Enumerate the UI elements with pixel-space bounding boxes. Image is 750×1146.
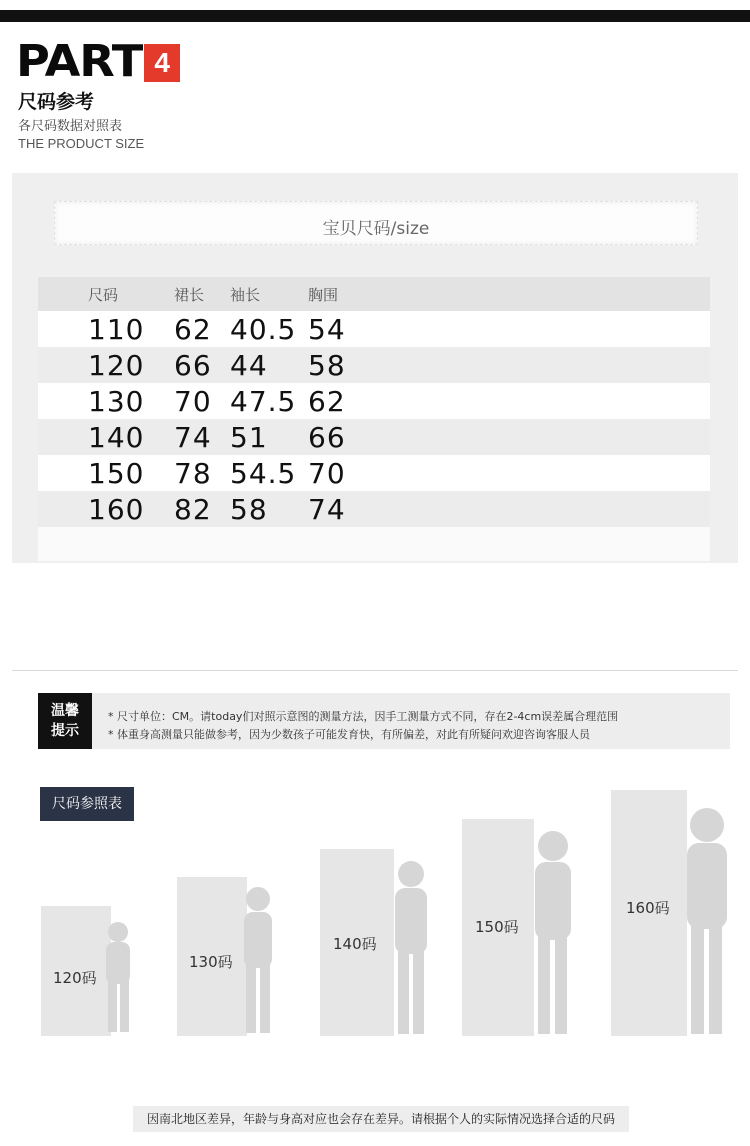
table-cell: 160 [88,492,145,526]
notice-tag-line: 温馨 [51,703,79,719]
child-silhouette-icon [525,828,579,1036]
table-row-empty [38,527,710,561]
table-row [38,455,710,491]
table-cell: 150 [88,456,145,490]
notice-tag [38,693,92,749]
size-reference-tag: 尺码参照表 [40,787,134,821]
child-silhouette-icon [385,858,435,1036]
top-bar [0,10,750,22]
part-number-badge: 4 [144,44,180,82]
child-silhouette-icon [677,805,735,1036]
table-cell: 47.5 [230,384,297,418]
table-cell: 120 [88,348,145,382]
table-cell: 78 [174,456,212,490]
height-label: 140码 [333,935,377,953]
table-cell: 140 [88,420,145,454]
table-cell: 62 [174,312,212,346]
height-label: 160码 [626,899,670,917]
column-header: 裙长 [174,285,205,304]
column-header: 胸围 [308,285,339,304]
size-chart-panel [12,173,738,563]
height-label: 150码 [475,918,519,936]
table-row [38,419,710,455]
notice-tag-line: 提示 [51,723,79,739]
table-cell: 70 [174,384,212,418]
table-cell: 40.5 [230,312,297,346]
size-chart-title: 宝贝尺码/size [322,219,430,239]
table-cell: 66 [174,348,212,382]
section-subtitle-en: THE PRODUCT SIZE [18,136,145,151]
column-header: 尺码 [88,285,119,304]
table-cell: 58 [230,492,268,526]
table-cell: 74 [174,420,212,454]
table-cell: 54.5 [230,456,297,490]
section-title: 尺码参考 [18,91,95,113]
child-silhouette-icon [234,885,278,1036]
height-label: 120码 [53,969,97,987]
table-row [38,311,710,347]
table-row [38,491,710,527]
column-header: 袖长 [230,285,261,304]
table-cell: 54 [308,312,346,346]
part-heading [16,36,180,87]
notice-text: * 体重身高测量只能做参考，因为少数孩子可能发育快，有所偏差，对此有所疑问欢迎咨询客服人员 [108,728,590,741]
table-cell: 82 [174,492,212,526]
size-chart-title-box [54,201,698,245]
table-cell: 51 [230,420,268,454]
table-row [38,347,710,383]
notice-box [38,693,730,749]
size-table [38,277,710,561]
section-subtitle-cn: 各尺码数据对照表 [18,119,123,134]
child-silhouette-icon [96,920,138,1036]
table-cell: 44 [230,348,268,382]
table-cell: 62 [308,384,346,418]
table-cell: 130 [88,384,145,418]
height-label: 130码 [189,953,233,971]
footer-note: 因南北地区差异，年龄与身高对应也会存在差异。请根据个人的实际情况选择合适的尺码 [133,1106,629,1132]
notice-text: * 尺寸单位：CM。请today们对照示意图的测量方法，因手工测量方式不同，存在2-4cm误差属合理范围 [108,710,619,723]
section-divider [12,670,738,671]
table-cell: 110 [88,312,145,346]
part-word: PART [16,36,143,87]
table-cell: 70 [308,456,346,490]
table-row [38,383,710,419]
table-cell: 74 [308,492,346,526]
table-cell: 58 [308,348,346,382]
table-cell: 66 [308,420,346,454]
size-table-header [38,277,710,311]
